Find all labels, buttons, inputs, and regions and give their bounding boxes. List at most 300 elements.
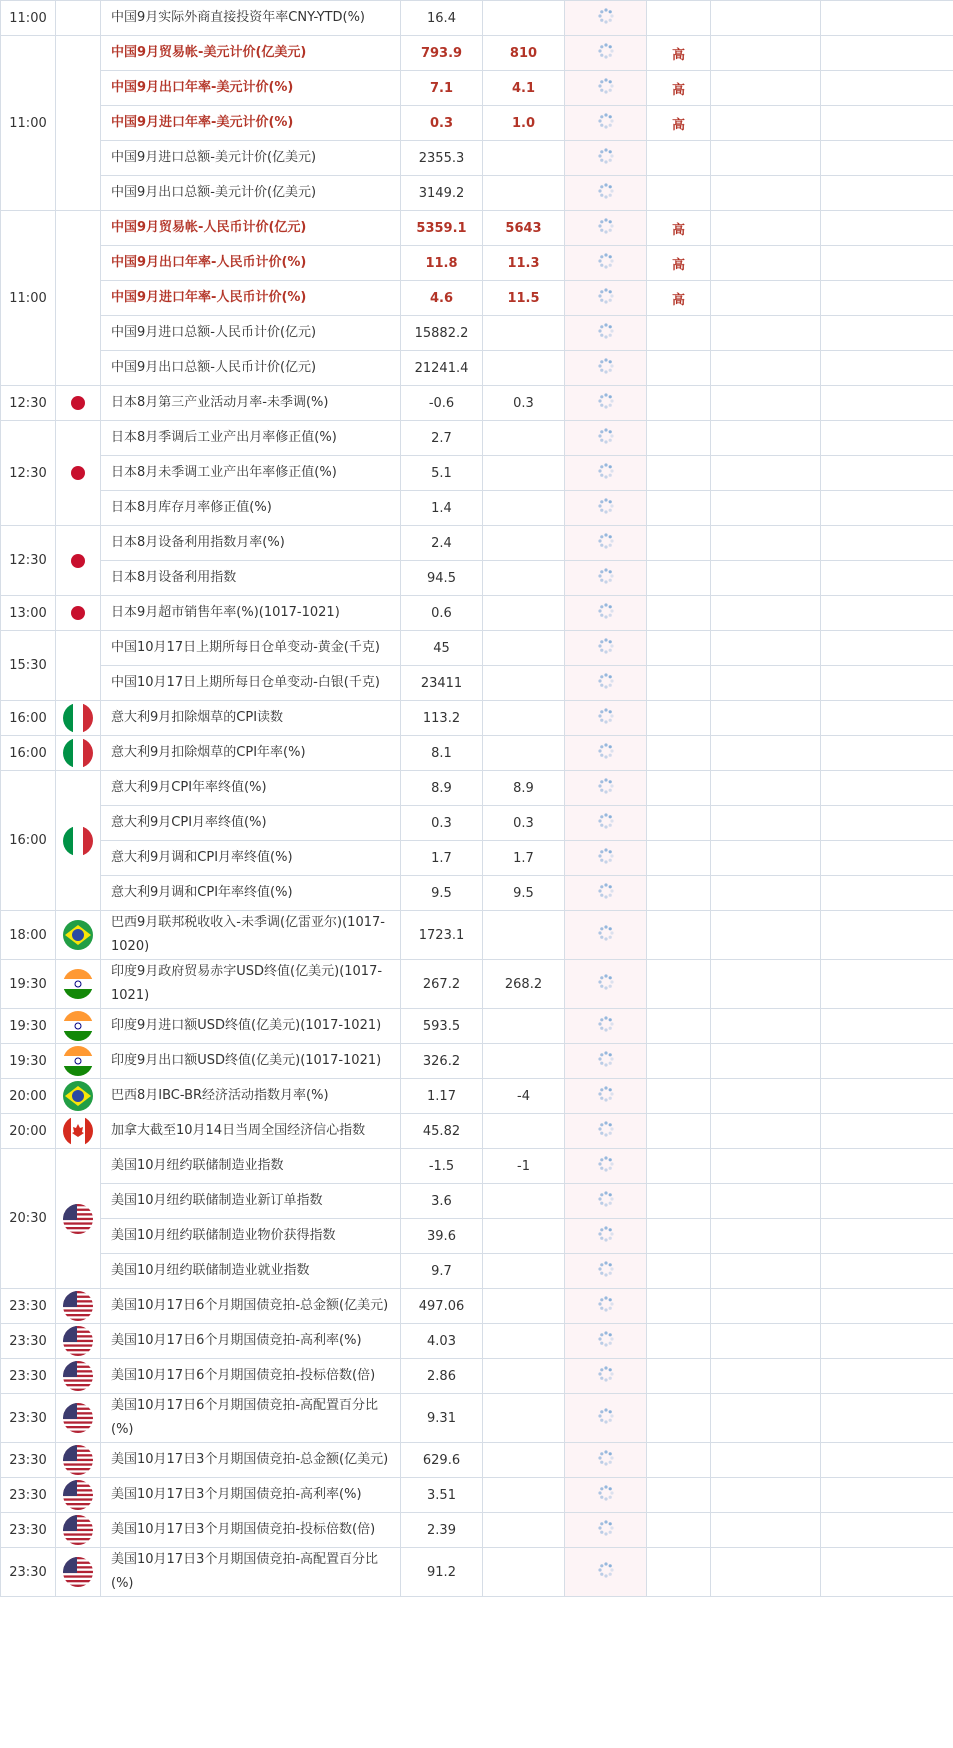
event-time: 18:00 xyxy=(1,911,56,960)
forecast-value: 9.5 xyxy=(483,876,565,911)
empty-cell xyxy=(821,1548,953,1597)
actual-value-cell xyxy=(565,1149,647,1184)
importance-level xyxy=(647,1443,711,1478)
event-name: 中国9月进口总额-人民币计价(亿元) xyxy=(101,316,401,351)
forecast-value xyxy=(483,1184,565,1219)
forecast-value xyxy=(483,351,565,386)
event-row xyxy=(1,596,953,631)
event-row xyxy=(1,526,953,561)
event-time: 23:30 xyxy=(1,1443,56,1478)
previous-value: 2.86 xyxy=(401,1359,483,1394)
actual-value-cell xyxy=(565,1,647,36)
event-row xyxy=(1,1184,953,1219)
previous-value: 8.9 xyxy=(401,771,483,806)
loading-spinner-icon xyxy=(597,427,615,449)
country-flag-cell xyxy=(56,386,101,421)
event-name: 意大利9月扣除烟草的CPI读数 xyxy=(101,701,401,736)
previous-value: 267.2 xyxy=(401,960,483,1009)
country-flag-cell xyxy=(56,1,101,36)
forecast-value xyxy=(483,631,565,666)
previous-value: 94.5 xyxy=(401,561,483,596)
empty-cell xyxy=(821,1009,953,1044)
event-name: 美国10月17日6个月期国债竞拍-高利率(%) xyxy=(101,1324,401,1359)
actual-value-cell xyxy=(565,631,647,666)
actual-value-cell xyxy=(565,141,647,176)
country-flag-cell xyxy=(56,736,101,771)
event-time: 11:00 xyxy=(1,36,56,211)
event-time: 13:00 xyxy=(1,596,56,631)
india-flag-icon xyxy=(63,969,93,999)
actual-value-cell xyxy=(565,1289,647,1324)
actual-value-cell xyxy=(565,1513,647,1548)
empty-cell xyxy=(711,960,821,1009)
event-name: 日本8月季调后工业产出月率修正值(%) xyxy=(101,421,401,456)
forecast-value xyxy=(483,736,565,771)
loading-spinner-icon xyxy=(597,637,615,659)
loading-spinner-icon xyxy=(597,1050,615,1072)
empty-cell xyxy=(711,1009,821,1044)
forecast-value xyxy=(483,1513,565,1548)
importance-level xyxy=(647,1324,711,1359)
empty-cell xyxy=(711,141,821,176)
importance-level xyxy=(647,596,711,631)
forecast-value xyxy=(483,1114,565,1149)
loading-spinner-icon xyxy=(597,1561,615,1583)
event-row xyxy=(1,176,953,211)
empty-cell xyxy=(711,281,821,316)
loading-spinner-icon xyxy=(597,392,615,414)
actual-value-cell xyxy=(565,1548,647,1597)
japan-flag-icon xyxy=(63,546,93,576)
forecast-value: 8.9 xyxy=(483,771,565,806)
loading-spinner-icon xyxy=(597,602,615,624)
event-time: 23:30 xyxy=(1,1289,56,1324)
empty-cell xyxy=(821,771,953,806)
empty-cell xyxy=(711,736,821,771)
country-flag-cell xyxy=(56,36,101,211)
actual-value-cell xyxy=(565,960,647,1009)
importance-level xyxy=(647,841,711,876)
event-name: 巴西9月联邦税收收入-未季调(亿雷亚尔)(1017-1020) xyxy=(101,911,401,960)
event-time: 19:30 xyxy=(1,1009,56,1044)
importance-level xyxy=(647,351,711,386)
event-row xyxy=(1,106,953,141)
empty-cell xyxy=(821,876,953,911)
loading-spinner-icon xyxy=(597,1120,615,1142)
importance-level xyxy=(647,1548,711,1597)
previous-value: 2.39 xyxy=(401,1513,483,1548)
event-row xyxy=(1,666,953,701)
forecast-value xyxy=(483,1443,565,1478)
actual-value-cell xyxy=(565,1394,647,1443)
event-name: 日本9月超市销售年率(%)(1017-1021) xyxy=(101,596,401,631)
country-flag-cell xyxy=(56,911,101,960)
loading-spinner-icon xyxy=(597,924,615,946)
event-row xyxy=(1,876,953,911)
forecast-value: 0.3 xyxy=(483,806,565,841)
event-name: 日本8月设备利用指数月率(%) xyxy=(101,526,401,561)
previous-value: 0.6 xyxy=(401,596,483,631)
empty-cell xyxy=(711,771,821,806)
event-name: 意大利9月扣除烟草的CPI年率(%) xyxy=(101,736,401,771)
actual-value-cell xyxy=(565,1184,647,1219)
event-name: 印度9月进口额USD终值(亿美元)(1017-1021) xyxy=(101,1009,401,1044)
event-time: 20:00 xyxy=(1,1079,56,1114)
loading-spinner-icon xyxy=(597,707,615,729)
forecast-value xyxy=(483,526,565,561)
actual-value-cell xyxy=(565,316,647,351)
previous-value: 21241.4 xyxy=(401,351,483,386)
empty-cell xyxy=(821,736,953,771)
previous-value: 15882.2 xyxy=(401,316,483,351)
event-name: 加拿大截至10月14日当周全国经济信心指数 xyxy=(101,1114,401,1149)
country-flag-cell xyxy=(56,526,101,596)
loading-spinner-icon xyxy=(597,1484,615,1506)
event-row xyxy=(1,631,953,666)
empty-cell xyxy=(821,526,953,561)
event-time: 12:30 xyxy=(1,421,56,526)
usa-flag-icon xyxy=(63,1557,93,1587)
canada-flag-icon xyxy=(63,1116,93,1146)
loading-spinner-icon xyxy=(597,1190,615,1212)
event-name: 中国9月出口总额-美元计价(亿美元) xyxy=(101,176,401,211)
importance-level xyxy=(647,1184,711,1219)
importance-level xyxy=(647,141,711,176)
event-time: 23:30 xyxy=(1,1548,56,1597)
importance-level xyxy=(647,456,711,491)
event-row xyxy=(1,351,953,386)
actual-value-cell xyxy=(565,1219,647,1254)
empty-cell xyxy=(821,1219,953,1254)
empty-cell xyxy=(711,1184,821,1219)
empty-cell xyxy=(711,456,821,491)
india-flag-icon xyxy=(63,1046,93,1076)
forecast-value xyxy=(483,1009,565,1044)
country-flag-cell xyxy=(56,631,101,701)
event-time: 12:30 xyxy=(1,386,56,421)
empty-cell xyxy=(711,1114,821,1149)
country-flag-cell xyxy=(56,771,101,911)
importance-level xyxy=(647,421,711,456)
forecast-value: 11.5 xyxy=(483,281,565,316)
event-row xyxy=(1,456,953,491)
country-flag-cell xyxy=(56,960,101,1009)
empty-cell xyxy=(821,1443,953,1478)
empty-cell xyxy=(821,806,953,841)
event-time: 23:30 xyxy=(1,1513,56,1548)
country-flag-cell xyxy=(56,211,101,386)
event-row xyxy=(1,841,953,876)
event-row xyxy=(1,316,953,351)
empty-cell xyxy=(711,596,821,631)
empty-cell xyxy=(821,666,953,701)
empty-cell xyxy=(711,526,821,561)
event-time: 11:00 xyxy=(1,1,56,36)
importance-level: 高 xyxy=(647,211,711,246)
usa-flag-icon xyxy=(63,1326,93,1356)
empty-cell xyxy=(821,1254,953,1289)
actual-value-cell xyxy=(565,771,647,806)
importance-level xyxy=(647,491,711,526)
country-flag-cell xyxy=(56,1394,101,1443)
empty-cell xyxy=(711,1149,821,1184)
importance-level xyxy=(647,806,711,841)
japan-flag-icon xyxy=(63,598,93,628)
event-name: 印度9月出口额USD终值(亿美元)(1017-1021) xyxy=(101,1044,401,1079)
empty-cell xyxy=(711,211,821,246)
importance-level xyxy=(647,1289,711,1324)
empty-cell xyxy=(711,1254,821,1289)
actual-value-cell xyxy=(565,36,647,71)
empty-cell xyxy=(821,1114,953,1149)
empty-cell xyxy=(711,666,821,701)
loading-spinner-icon xyxy=(597,322,615,344)
loading-spinner-icon xyxy=(597,182,615,204)
event-name: 中国9月出口总额-人民币计价(亿元) xyxy=(101,351,401,386)
event-row xyxy=(1,1079,953,1114)
loading-spinner-icon xyxy=(597,1330,615,1352)
country-flag-cell xyxy=(56,1548,101,1597)
event-name: 中国9月贸易帐-美元计价(亿美元) xyxy=(101,36,401,71)
event-name: 印度9月政府贸易赤字USD终值(亿美元)(1017-1021) xyxy=(101,960,401,1009)
country-flag-cell xyxy=(56,1478,101,1513)
loading-spinner-icon xyxy=(597,357,615,379)
event-name: 美国10月17日6个月期国债竞拍-总金额(亿美元) xyxy=(101,1289,401,1324)
forecast-value xyxy=(483,491,565,526)
empty-cell xyxy=(821,421,953,456)
loading-spinner-icon xyxy=(597,1085,615,1107)
importance-level xyxy=(647,631,711,666)
empty-cell xyxy=(711,386,821,421)
brazil-flag-icon xyxy=(63,920,93,950)
loading-spinner-icon xyxy=(597,1295,615,1317)
actual-value-cell xyxy=(565,351,647,386)
usa-flag-icon xyxy=(63,1204,93,1234)
country-flag-cell xyxy=(56,1324,101,1359)
importance-level xyxy=(647,1478,711,1513)
empty-cell xyxy=(711,71,821,106)
empty-cell xyxy=(711,1443,821,1478)
india-flag-icon xyxy=(63,1011,93,1041)
event-time: 15:30 xyxy=(1,631,56,701)
forecast-value: 1.7 xyxy=(483,841,565,876)
actual-value-cell xyxy=(565,491,647,526)
loading-spinner-icon xyxy=(597,1407,615,1429)
previous-value: 9.5 xyxy=(401,876,483,911)
event-name: 中国9月实际外商直接投资年率CNY-YTD(%) xyxy=(101,1,401,36)
forecast-value: 810 xyxy=(483,36,565,71)
empty-cell xyxy=(711,246,821,281)
previous-value: 2.7 xyxy=(401,421,483,456)
event-row xyxy=(1,806,953,841)
importance-level xyxy=(647,1394,711,1443)
actual-value-cell xyxy=(565,386,647,421)
importance-level: 高 xyxy=(647,36,711,71)
empty-cell xyxy=(711,1359,821,1394)
previous-value: 1.7 xyxy=(401,841,483,876)
actual-value-cell xyxy=(565,561,647,596)
empty-cell xyxy=(711,1079,821,1114)
event-name: 意大利9月调和CPI月率终值(%) xyxy=(101,841,401,876)
actual-value-cell xyxy=(565,596,647,631)
event-row xyxy=(1,1478,953,1513)
event-row xyxy=(1,1254,953,1289)
event-row xyxy=(1,1149,953,1184)
japan-flag-icon xyxy=(63,388,93,418)
previous-value: 3.51 xyxy=(401,1478,483,1513)
event-row xyxy=(1,1548,953,1597)
empty-cell xyxy=(821,1289,953,1324)
loading-spinner-icon xyxy=(597,882,615,904)
usa-flag-icon xyxy=(63,1361,93,1391)
previous-value: 629.6 xyxy=(401,1443,483,1478)
event-row xyxy=(1,141,953,176)
forecast-value xyxy=(483,316,565,351)
importance-level xyxy=(647,1254,711,1289)
loading-spinner-icon xyxy=(597,777,615,799)
usa-flag-icon xyxy=(63,1291,93,1321)
empty-cell xyxy=(821,1324,953,1359)
importance-level xyxy=(647,771,711,806)
empty-cell xyxy=(711,701,821,736)
forecast-value xyxy=(483,701,565,736)
importance-level xyxy=(647,386,711,421)
empty-cell xyxy=(711,841,821,876)
country-flag-cell xyxy=(56,1513,101,1548)
empty-cell xyxy=(821,456,953,491)
event-name: 中国9月贸易帐-人民币计价(亿元) xyxy=(101,211,401,246)
loading-spinner-icon xyxy=(597,812,615,834)
importance-level xyxy=(647,960,711,1009)
event-time: 11:00 xyxy=(1,211,56,386)
actual-value-cell xyxy=(565,1009,647,1044)
actual-value-cell xyxy=(565,1044,647,1079)
event-time: 20:00 xyxy=(1,1114,56,1149)
empty-cell xyxy=(821,316,953,351)
previous-value: 326.2 xyxy=(401,1044,483,1079)
usa-flag-icon xyxy=(63,1480,93,1510)
empty-cell xyxy=(711,561,821,596)
loading-spinner-icon xyxy=(597,567,615,589)
importance-level xyxy=(647,1,711,36)
forecast-value xyxy=(483,141,565,176)
event-row xyxy=(1,71,953,106)
event-name: 意大利9月CPI月率终值(%) xyxy=(101,806,401,841)
event-row xyxy=(1,1114,953,1149)
event-row xyxy=(1,771,953,806)
event-time: 23:30 xyxy=(1,1359,56,1394)
previous-value: 3149.2 xyxy=(401,176,483,211)
loading-spinner-icon xyxy=(597,1260,615,1282)
empty-cell xyxy=(711,316,821,351)
event-row xyxy=(1,561,953,596)
importance-level xyxy=(647,1513,711,1548)
country-flag-cell xyxy=(56,1443,101,1478)
actual-value-cell xyxy=(565,876,647,911)
loading-spinner-icon xyxy=(597,112,615,134)
empty-cell xyxy=(711,351,821,386)
event-row xyxy=(1,1044,953,1079)
empty-cell xyxy=(821,1079,953,1114)
forecast-value xyxy=(483,561,565,596)
previous-value: 0.3 xyxy=(401,806,483,841)
forecast-value: 4.1 xyxy=(483,71,565,106)
empty-cell xyxy=(821,701,953,736)
italy-flag-icon xyxy=(63,738,93,768)
loading-spinner-icon xyxy=(597,217,615,239)
importance-level xyxy=(647,526,711,561)
event-name: 中国9月出口年率-美元计价(%) xyxy=(101,71,401,106)
forecast-value xyxy=(483,1289,565,1324)
event-name: 日本8月设备利用指数 xyxy=(101,561,401,596)
forecast-value xyxy=(483,1254,565,1289)
actual-value-cell xyxy=(565,911,647,960)
actual-value-cell xyxy=(565,1324,647,1359)
empty-cell xyxy=(711,176,821,211)
empty-cell xyxy=(711,1044,821,1079)
country-flag-cell xyxy=(56,701,101,736)
loading-spinner-icon xyxy=(597,973,615,995)
empty-cell xyxy=(821,1149,953,1184)
empty-cell xyxy=(711,1219,821,1254)
country-flag-cell xyxy=(56,1009,101,1044)
empty-cell xyxy=(711,1289,821,1324)
event-row xyxy=(1,1394,953,1443)
event-name: 日本8月库存月率修正值(%) xyxy=(101,491,401,526)
event-name: 美国10月17日3个月期国债竞拍-高利率(%) xyxy=(101,1478,401,1513)
previous-value: 3.6 xyxy=(401,1184,483,1219)
country-flag-cell xyxy=(56,596,101,631)
empty-cell xyxy=(821,211,953,246)
event-row xyxy=(1,1359,953,1394)
event-row xyxy=(1,736,953,771)
event-row xyxy=(1,1,953,36)
event-name: 中国9月进口年率-人民币计价(%) xyxy=(101,281,401,316)
previous-value: 113.2 xyxy=(401,701,483,736)
loading-spinner-icon xyxy=(597,1365,615,1387)
brazil-flag-icon xyxy=(63,1081,93,1111)
empty-cell xyxy=(821,1184,953,1219)
empty-cell xyxy=(821,246,953,281)
loading-spinner-icon xyxy=(597,672,615,694)
empty-cell xyxy=(821,106,953,141)
empty-cell xyxy=(821,596,953,631)
actual-value-cell xyxy=(565,806,647,841)
usa-flag-icon xyxy=(63,1445,93,1475)
loading-spinner-icon xyxy=(597,742,615,764)
empty-cell xyxy=(821,1,953,36)
event-row xyxy=(1,960,953,1009)
loading-spinner-icon xyxy=(597,1519,615,1541)
importance-level: 高 xyxy=(647,71,711,106)
importance-level: 高 xyxy=(647,246,711,281)
forecast-value: -4 xyxy=(483,1079,565,1114)
event-time: 19:30 xyxy=(1,960,56,1009)
empty-cell xyxy=(711,1513,821,1548)
forecast-value xyxy=(483,1219,565,1254)
empty-cell xyxy=(821,386,953,421)
empty-cell xyxy=(711,631,821,666)
forecast-value: -1 xyxy=(483,1149,565,1184)
empty-cell xyxy=(821,841,953,876)
event-time: 23:30 xyxy=(1,1324,56,1359)
previous-value: 2.4 xyxy=(401,526,483,561)
empty-cell xyxy=(821,1394,953,1443)
forecast-value xyxy=(483,596,565,631)
actual-value-cell xyxy=(565,1443,647,1478)
previous-value: 1.4 xyxy=(401,491,483,526)
actual-value-cell xyxy=(565,281,647,316)
